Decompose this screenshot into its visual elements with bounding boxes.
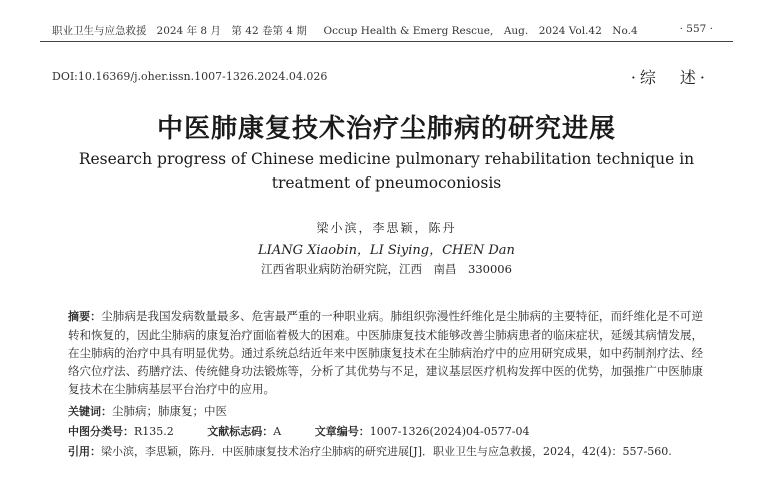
affiliation: 江西省职业病防治研究院，江西 南昌 330006 [261, 262, 512, 276]
header-left [52, 23, 638, 38]
article-no-label: 文章编号： [314, 425, 370, 438]
keywords-text: 尘肺病；肺康复；中医 [112, 404, 227, 418]
issue-info-cn: 2024 年 8 月 第 42 卷第 4 期 [156, 25, 307, 37]
doi-line: DOI:10.16369/j.oher.issn.1007-1326.2024.04.026 [52, 70, 328, 83]
page-number: · 557 · [679, 23, 713, 35]
article-no-item [315, 423, 530, 439]
title-chinese: 中医肺康复技术治疗尘肺病的研究进展 [156, 114, 616, 144]
abstract-label: 摘要： [68, 310, 102, 323]
citation-label: 引用： [68, 445, 101, 458]
column-label: ·综 述· [630, 68, 709, 87]
journal-name-en: Occup Health & Emerg Rescue, Aug. 2024 Vol.42 No.4 [323, 25, 638, 37]
abstract-text: 尘肺病是我国发病数量最多、危害最严重的一种职业病。肺组织弥漫性纤维化是尘肺病的主要特征，而纤维化是不可逆转和恢复的，因此尘肺病的康复治疗面临着极大的困难。中医肺康复技术能够改善尘肺病患者的临床症状，延缓其病情发展，在尘肺病的治疗中具有明显优势。通过系统总结近年来中医肺康复技术在尘肺病治疗中的应用研究成果，如中药制剂疗法、经络穴位疗法、药膳疗法、传统健身功法锻炼等，分析了其优势与不足，建议基层医疗机构发挥中医的优势，加强推广中医肺康复技术在尘肺病基层平台治疗中的应用。 [68, 309, 704, 396]
clc-label: 中图分类号： [68, 425, 134, 438]
citation-text: 梁小滨，李思颖，陈丹．中医肺康复技术治疗尘肺病的研究进展[J]．职业卫生与应急救援，2024，42(4)：557-560. [101, 445, 672, 458]
header-rule [40, 41, 733, 42]
authors-chinese: 梁小滨，李思颖，陈丹 [316, 221, 457, 235]
keywords-label: 关键词： [68, 405, 112, 418]
doc-code-item [207, 423, 281, 439]
classification-line [68, 423, 559, 439]
authors-english: LIANG Xiaobin，LI Siying，CHEN Dan [258, 243, 515, 258]
clc-value: R135.2 [134, 425, 174, 438]
article-no-value: 1007-1326(2024)04-0577-04 [369, 425, 530, 438]
doc-code-label: 文献标志码： [207, 425, 274, 438]
doc-code-value: A [273, 425, 282, 438]
running-header [0, 0, 773, 44]
clc-item [68, 423, 174, 439]
abstract [68, 307, 703, 398]
citation [68, 443, 708, 459]
journal-name-cn: 职业卫生与应急救援 [52, 25, 147, 37]
keywords [68, 403, 227, 419]
title-english: Research progress of Chinese medicine pulmonary rehabilitation technique in treatment of pneumoconiosis [78, 150, 695, 192]
